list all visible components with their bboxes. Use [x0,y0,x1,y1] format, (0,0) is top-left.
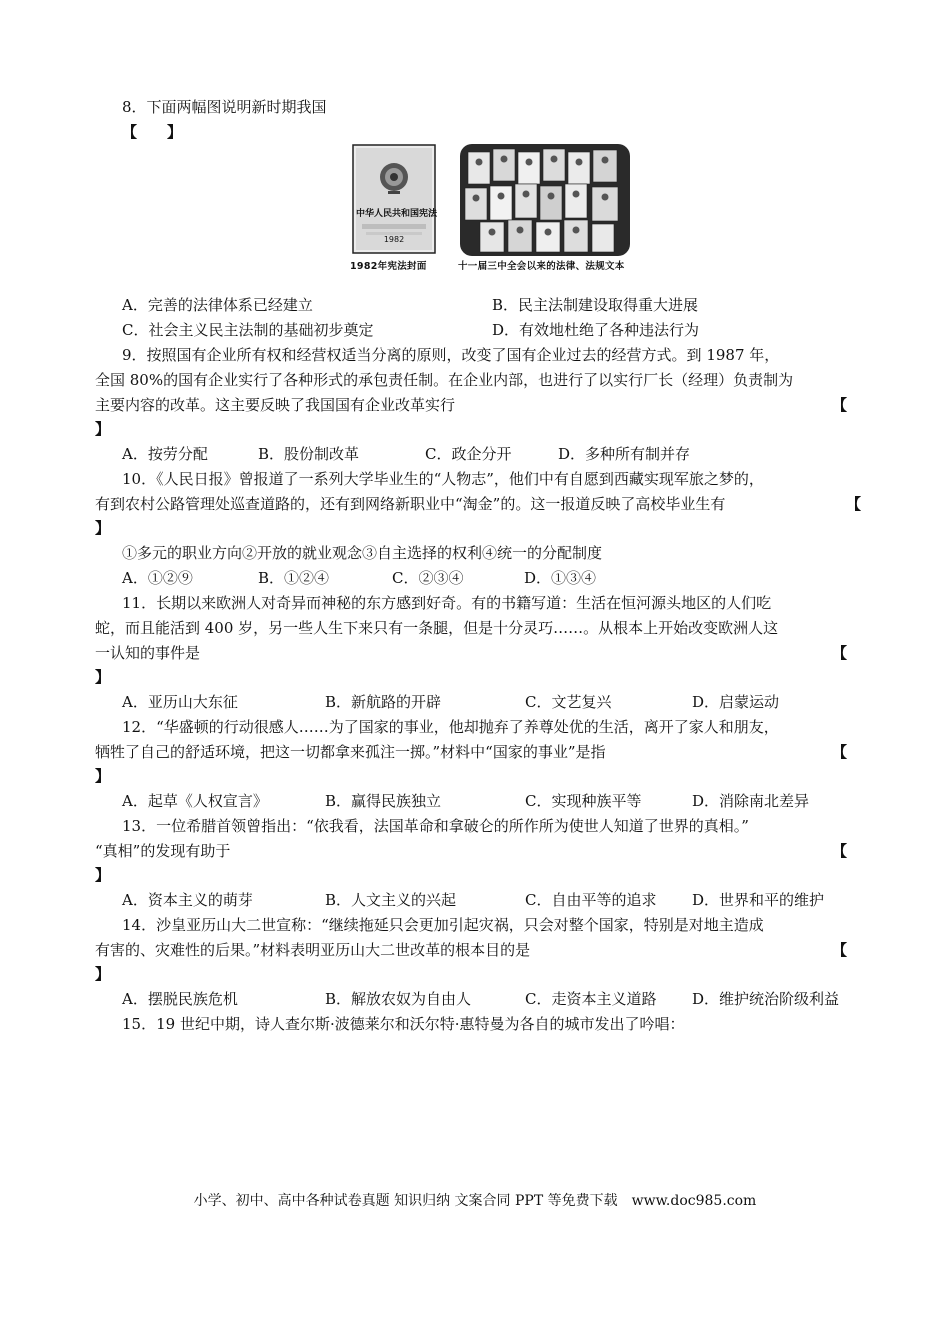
q10-stem-line2: 有到农村公路管理处巡查道路的，还有到网络新职业中“淘金”的。这一报道反映了高校毕业生有 [95,495,726,513]
q13-bracket-open: 【 [832,842,848,860]
q14-option-c: C．走资本主义道路 [525,990,657,1008]
q9-option-d: D．多种所有制并存 [558,445,691,463]
q13-option-d: D．世界和平的维护 [692,891,825,909]
constitution-title: 中华人民共和国宪法 [356,209,438,219]
q8-option-c: C．社会主义民主法制的基础初步奠定 [122,321,374,339]
page-footer: 小学、初中、高中各种试卷真题 知识归纳 文案合同 PPT 等免费下载 www.doc985.com [193,1193,757,1209]
q13-option-c: C．自由平等的追求 [525,891,657,909]
q12-option-d: D．消除南北差异 [692,792,810,810]
q14-option-a: A．摆脱民族危机 [122,990,238,1008]
q12-option-a: A．起草《人权宣言》 [122,792,268,810]
constitution-cover-image [352,144,436,254]
q13-option-a: A．资本主义的萌芽 [122,891,253,909]
q11-bracket-close: 】 [95,668,111,686]
q10-bracket-close: 】 [95,519,111,537]
q11-stem-line1: 11．长期以来欧洲人对奇异而神秘的东方感到好奇。有的书籍写道：生活在恒河源头地区的人们吃 [122,594,772,612]
law-texts-illustration [460,144,630,256]
q12-option-c: C．实现种族平等 [525,792,642,810]
q10-option-d: D．①③④ [524,569,597,587]
q13-option-b: B．人文主义的兴起 [325,891,457,909]
q12-bracket-close: 】 [95,767,111,785]
figure1-caption: 1982年宪法封面 [350,261,427,272]
q14-bracket-close: 】 [95,965,111,983]
q12-stem-line2: 牺牲了自己的舒适环境，把这一切都拿来孤注一掷。”材料中“国家的事业”是指 [95,743,606,761]
q14-bracket-open: 【 [832,941,848,959]
q9-stem-line1: 9．按照国有企业所有权和经营权适当分离的原则，改变了国有企业过去的经营方式。到 1987 年， [122,346,780,364]
q10-bracket-open: 【 [846,495,862,513]
q11-option-c: C．文艺复兴 [525,693,612,711]
q9-stem-line2: 全国 80%的国有企业实行了各种形式的承包责任制。在企业内部，也进行了以实行厂长（经理）负责制为 [95,371,794,389]
q10-items: ①多元的职业方向②开放的就业观念③自主选择的权利④统一的分配制度 [122,544,603,562]
figure2-caption: 十一届三中全会以来的法律、法规文本 [458,261,625,272]
constitution-year: 1982 [383,235,405,244]
q13-bracket-close: 】 [95,866,111,884]
q9-option-b: B．股份制改革 [258,445,360,463]
q8-option-a: A．完善的法律体系已经建立 [122,296,313,314]
q10-option-c: C．②③④ [392,569,464,587]
q11-stem-line3: 一认知的事件是 [95,644,201,662]
q10-option-a: A．①②⑨ [122,569,193,587]
q11-option-a: A．亚历山大东征 [122,693,238,711]
q14-option-b: B．解放农奴为自由人 [325,990,472,1008]
q13-stem-line2: “真相”的发现有助于 [95,842,231,860]
q9-option-c: C．政企分开 [425,445,512,463]
q9-stem-line3: 主要内容的改革。这主要反映了我国国有企业改革实行 [95,396,456,414]
q8-option-b: B．民主法制建设取得重大进展 [492,296,699,314]
q10-option-b: B．①②④ [258,569,330,587]
q10-stem-line1: 10．《人民日报》曾报道了一系列大学毕业生的“人物志”，他们中有自愿到西藏实现军旅之梦的， [122,470,764,488]
q12-bracket-open: 【 [832,743,848,761]
q12-stem-line1: 12．“华盛顿的行动很感人……为了国家的事业，他却抛弃了养尊处优的生活，离开了家人和朋友， [122,718,779,736]
q11-bracket-open: 【 [832,644,848,662]
q9-option-a: A．按劳分配 [122,445,208,463]
q15-stem-line1: 15．19 世纪中期，诗人查尔斯·波德莱尔和沃尔特·惠特曼为各自的城市发出了吟唱： [122,1015,685,1033]
q14-stem-line1: 14．沙皇亚历山大二世宣称：“继续拖延只会更加引起灾祸，只会对整个国家，特别是对地主造成 [122,916,764,934]
q11-stem-line2: 蛇，而且能活到 400 岁，另一些人生下来只有一条腿，但是十分灵巧……。从根本上开始改变欧洲人这 [95,619,779,637]
q9-bracket-open: 【 [832,396,848,414]
q14-option-d: D．维护统治阶级利益 [692,990,840,1008]
q14-stem-line2: 有害的、灾难性的后果。”材料表明亚历山大二世改革的根本目的是 [95,941,531,959]
q8-stem: 8．下面两幅图说明新时期我国 [122,98,327,116]
q13-stem-line1: 13．一位希腊首领曾指出：“依我看，法国革命和拿破仑的所作所为使世人知道了世界的真相。” [122,817,749,835]
q11-option-b: B．新航路的开辟 [325,693,442,711]
q11-option-d: D．启蒙运动 [692,693,780,711]
q8-option-d: D．有效地杜绝了各种违法行为 [492,321,700,339]
q8-bracket: 【 】 [122,123,183,141]
q9-bracket-close: 】 [95,420,111,438]
q12-option-b: B．赢得民族独立 [325,792,442,810]
law-texts-image [460,144,630,256]
